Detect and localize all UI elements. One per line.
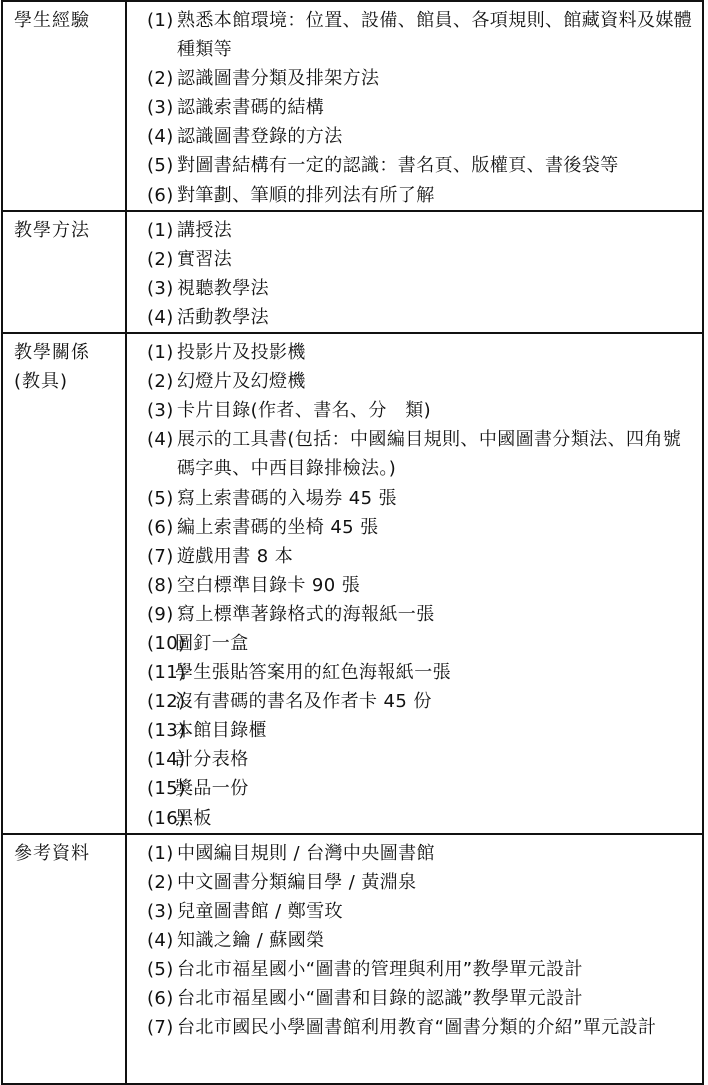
item-number: (16) bbox=[147, 807, 186, 829]
list-item bbox=[127, 216, 698, 245]
item-text: 圖釘一盒 bbox=[175, 632, 249, 654]
item-number: (2) bbox=[147, 871, 174, 893]
list-item bbox=[127, 571, 698, 600]
item-text: 兒童圖書館 / 鄭雪玫 bbox=[177, 900, 343, 922]
item-number: (6) bbox=[147, 184, 174, 206]
section-items-cell bbox=[126, 333, 703, 834]
list-item bbox=[127, 955, 698, 984]
item-text: 知識之鑰 / 蘇國榮 bbox=[177, 929, 325, 951]
section-row bbox=[2, 333, 703, 834]
list-item bbox=[127, 64, 698, 93]
item-number: (4) bbox=[147, 929, 174, 951]
item-text: 計分表格 bbox=[175, 749, 249, 771]
item-text: 寫上索書碼的入場券 45 張 bbox=[177, 487, 397, 509]
list-item bbox=[127, 658, 698, 687]
list-item bbox=[127, 122, 698, 151]
item-number: (3) bbox=[147, 97, 174, 119]
item-text: 獎品一份 bbox=[175, 778, 249, 800]
item-number: (4) bbox=[147, 429, 174, 451]
item-text: 活動教學法 bbox=[177, 306, 269, 328]
item-text: 台北市國民小學圖書館利用教育“圖書分類的介紹”單元設計 bbox=[177, 1017, 657, 1039]
item-number: (3) bbox=[147, 900, 174, 922]
item-number: (5) bbox=[147, 155, 174, 177]
item-text: 展示的工具書(包括：中國編目規則、中國圖書分類法、四角號碼字典、中西目錄排檢法。) bbox=[177, 429, 682, 480]
list-item bbox=[127, 303, 698, 332]
item-number: (9) bbox=[147, 603, 174, 625]
list-item bbox=[127, 839, 698, 868]
list-item bbox=[127, 897, 698, 926]
item-text: 黑板 bbox=[175, 807, 212, 829]
section-label: 教學方法 bbox=[14, 219, 90, 241]
item-number: (14) bbox=[147, 749, 186, 771]
item-number: (5) bbox=[147, 487, 174, 509]
list-item bbox=[127, 245, 698, 274]
item-number: (1) bbox=[147, 219, 174, 241]
list-item bbox=[127, 716, 698, 745]
list-item bbox=[127, 984, 698, 1013]
item-number: (15) bbox=[147, 778, 186, 800]
item-number: (11) bbox=[147, 662, 186, 684]
item-number: (6) bbox=[147, 516, 174, 538]
item-number: (12) bbox=[147, 691, 186, 713]
lesson-plan-table bbox=[1, 0, 704, 1085]
list-item bbox=[127, 338, 698, 367]
section-label-cell bbox=[2, 834, 126, 1084]
item-text: 認識圖書登錄的方法 bbox=[177, 126, 343, 148]
item-text: 實習法 bbox=[177, 248, 233, 270]
item-number: (3) bbox=[147, 277, 174, 299]
section-items-cell bbox=[126, 834, 703, 1084]
list-item bbox=[127, 687, 698, 716]
list-item bbox=[127, 774, 698, 803]
list-item bbox=[127, 745, 698, 774]
item-text: 寫上標準著錄格式的海報紙一張 bbox=[177, 603, 435, 625]
item-number: (2) bbox=[147, 248, 174, 270]
list-item bbox=[127, 93, 698, 122]
item-number: (2) bbox=[147, 68, 174, 90]
list-item bbox=[127, 425, 698, 483]
item-text: 台北市福星國小“圖書的管理與利用”教學單元設計 bbox=[177, 959, 583, 980]
item-text: 空白標準目錄卡 90 張 bbox=[177, 574, 361, 596]
item-text: 視聽教學法 bbox=[177, 277, 269, 299]
item-text: 中國編目規則 / 台灣中央圖書館 bbox=[177, 842, 435, 864]
item-number: (1) bbox=[147, 342, 174, 364]
list-item bbox=[127, 274, 698, 303]
item-text: 台北市福星國小“圖書和目錄的認識”教學單元設計 bbox=[177, 988, 583, 1010]
section-label: 教學關係 bbox=[14, 342, 90, 364]
item-text: 講授法 bbox=[177, 219, 233, 241]
item-text: 學生張貼答案用的紅色海報紙一張 bbox=[175, 662, 451, 684]
item-text: 沒有書碼的書名及作者卡 45 份 bbox=[175, 691, 432, 713]
item-text: 熟悉本館環境：位置、設備、館員、各項規則、館藏資料及媒體種類等 bbox=[177, 10, 693, 61]
list-item bbox=[127, 868, 698, 897]
item-text: 本館目錄櫃 bbox=[175, 720, 267, 742]
list-item bbox=[127, 367, 698, 396]
item-number: (7) bbox=[147, 1017, 174, 1039]
item-text: 對圖書結構有一定的認識：書名頁、版權頁、書後袋等 bbox=[177, 155, 619, 177]
list-item bbox=[127, 542, 698, 571]
section-row bbox=[2, 1, 703, 211]
list-item bbox=[127, 396, 698, 425]
item-text: 遊戲用書 8 本 bbox=[177, 545, 294, 567]
item-number: (7) bbox=[147, 545, 174, 567]
item-number: (2) bbox=[147, 371, 174, 393]
item-text: 幻燈片及幻燈機 bbox=[177, 371, 306, 393]
list-item bbox=[127, 6, 698, 64]
list-item bbox=[127, 484, 698, 513]
item-number: (13) bbox=[147, 720, 186, 742]
item-text: 認識索書碼的結構 bbox=[177, 97, 325, 119]
list-item bbox=[127, 804, 698, 833]
item-number: (3) bbox=[147, 400, 174, 422]
section-items-cell bbox=[126, 1, 703, 211]
item-text: 編上索書碼的坐椅 45 張 bbox=[177, 516, 379, 538]
section-label-cell bbox=[2, 1, 126, 211]
item-text: 卡片目錄(作者、書名、分 類) bbox=[177, 400, 432, 422]
list-item bbox=[127, 629, 698, 658]
item-number: (4) bbox=[147, 126, 174, 148]
list-item bbox=[127, 926, 698, 955]
section-label: (教具) bbox=[14, 371, 69, 393]
item-number: (5) bbox=[147, 959, 174, 980]
item-number: (8) bbox=[147, 574, 174, 596]
item-text: 對筆劃、筆順的排列法有所了解 bbox=[177, 184, 435, 206]
list-item bbox=[127, 151, 698, 180]
item-number: (4) bbox=[147, 306, 174, 328]
list-item bbox=[127, 181, 698, 210]
item-number: (10) bbox=[147, 632, 186, 654]
item-text: 認識圖書分類及排架方法 bbox=[177, 68, 380, 90]
section-row bbox=[2, 834, 703, 1084]
list-item bbox=[127, 1013, 698, 1042]
section-items-cell bbox=[126, 211, 703, 333]
section-label: 參考資料 bbox=[14, 842, 90, 864]
list-item bbox=[127, 600, 698, 629]
item-text: 中文圖書分類編目學 / 黃淵泉 bbox=[177, 871, 417, 893]
list-item bbox=[127, 513, 698, 542]
section-row bbox=[2, 211, 703, 333]
section-label-cell bbox=[2, 211, 126, 333]
section-label-cell bbox=[2, 333, 126, 834]
item-number: (1) bbox=[147, 10, 174, 31]
section-label: 學生經驗 bbox=[14, 10, 90, 31]
item-text: 投影片及投影機 bbox=[177, 342, 306, 364]
item-number: (1) bbox=[147, 842, 174, 864]
item-number: (6) bbox=[147, 988, 174, 1010]
